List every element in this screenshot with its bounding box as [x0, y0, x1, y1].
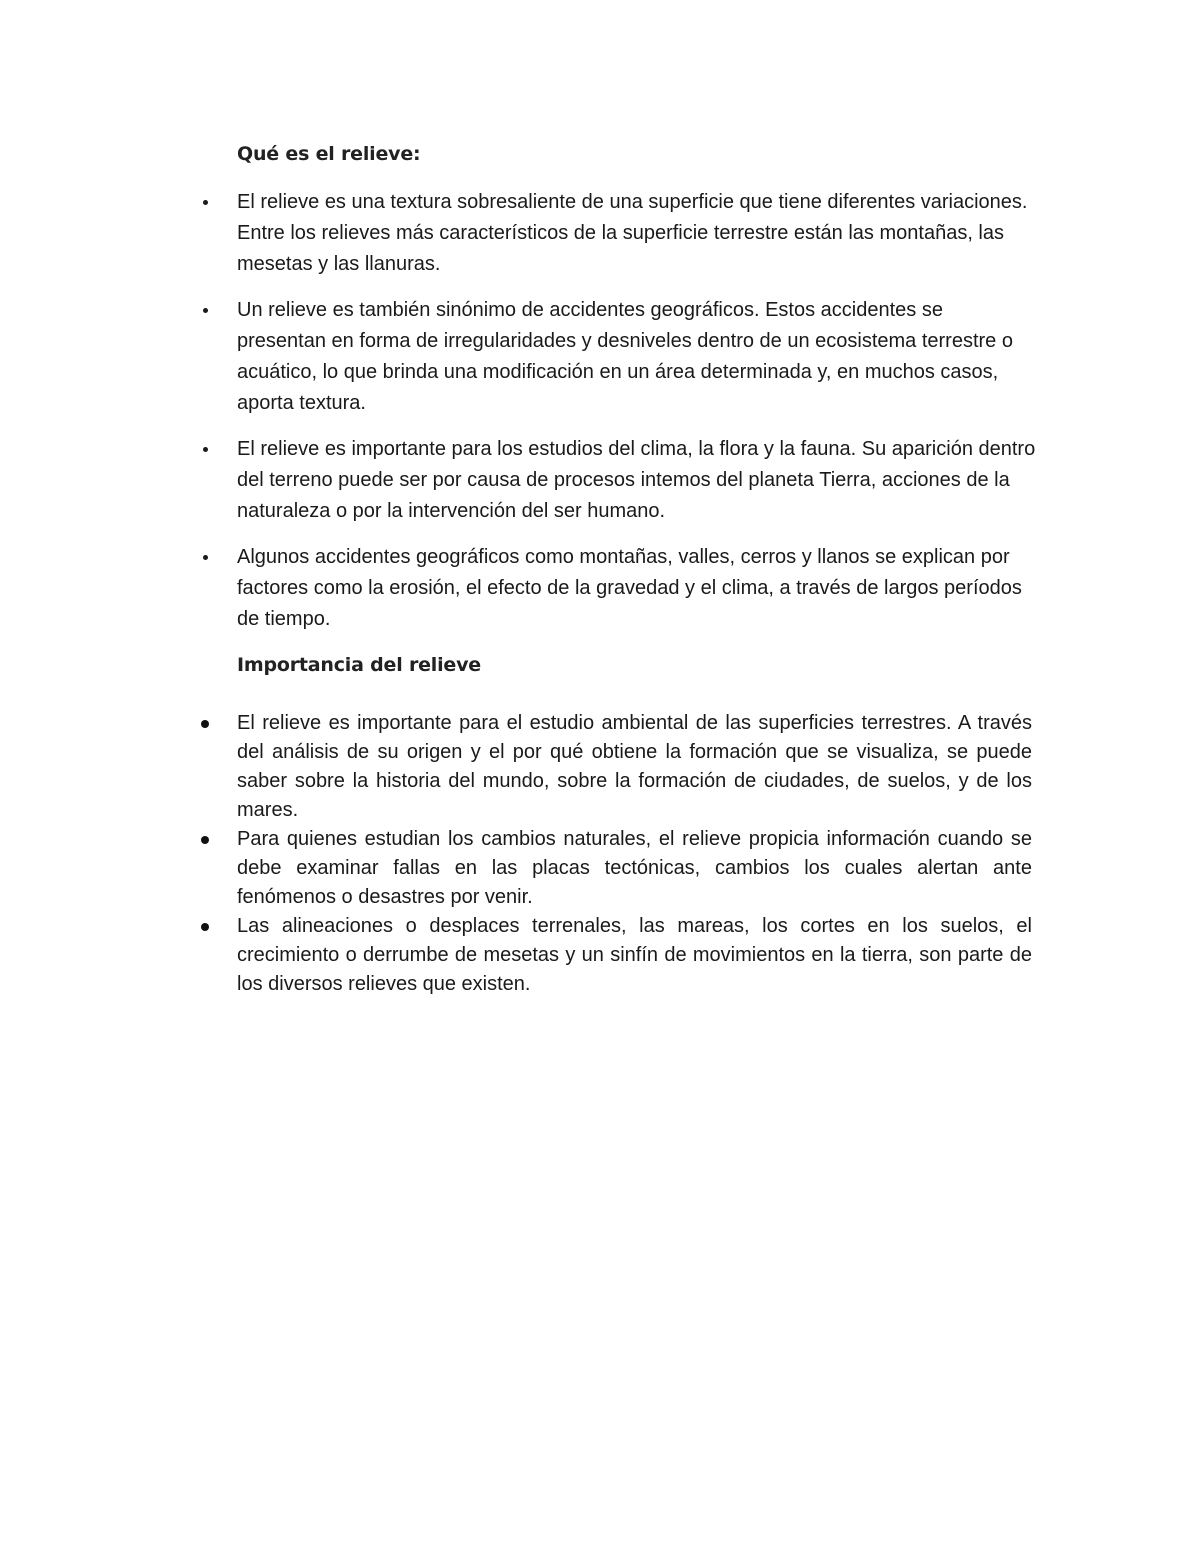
- bullet-icon: [201, 836, 209, 844]
- list-item: [237, 825, 1032, 912]
- bullet-icon: [203, 447, 208, 452]
- bullet-list-definitions: [237, 187, 1037, 650]
- bullet-icon: [203, 200, 208, 205]
- section-title-que-es-el-relieve: Qué es el relieve:: [237, 143, 421, 165]
- bullet-icon: [201, 720, 209, 728]
- bullet-list-importance: [237, 709, 1032, 999]
- bullet-icon: [203, 308, 208, 313]
- bullet-icon: [201, 923, 209, 931]
- list-item: [237, 912, 1032, 999]
- section-title-importancia-del-relieve: Importancia del relieve: [237, 654, 481, 676]
- list-item-text: El relieve es importante para los estudios del clima, la flora y la fauna. Su aparición dentro del terreno puede ser por causa de procesos intemos del planeta Tierra, acciones de la naturaleza o por la intervención del ser humano.: [237, 438, 1036, 522]
- list-item: [237, 434, 1037, 527]
- list-item: [237, 187, 1037, 280]
- list-item-text: El relieve es una textura sobresaliente de una superficie que tiene diferentes variaciones. Entre los relieves más característicos de la superficie terrestre están las montañas, las mesetas y las llanuras.: [237, 191, 1028, 275]
- list-item: [237, 295, 1037, 419]
- bullet-icon: [203, 555, 208, 560]
- list-item-text: El relieve es importante para el estudio ambiental de las superficies terrestres. A través del análisis de su origen y el por qué obtiene la formación que se visualiza, se puede saber sobre la historia del mundo, sobre la formación de ciudades, de suelos, y de los mares.: [237, 712, 1032, 821]
- list-item-text: Algunos accidentes geográficos como montañas, valles, cerros y llanos se explican por factores como la erosión, el efecto de la gravedad y el clima, a través de largos períodos de tiempo.: [237, 546, 1022, 630]
- list-item-text: Para quienes estudian los cambios naturales, el relieve propicia información cuando se debe examinar fallas en las placas tectónicas, cambios los cuales alertan ante fenómenos o desastres por venir.: [237, 828, 1032, 908]
- list-item: [237, 542, 1037, 635]
- list-item: [237, 709, 1032, 825]
- list-item-text: Las alineaciones o desplaces terrenales, las mareas, los cortes en los suelos, el crecimiento o derrumbe de mesetas y un sinfín de movimientos en la tierra, son parte de los diversos relieves que existen.: [237, 915, 1032, 995]
- list-item-text: Un relieve es también sinónimo de accidentes geográficos. Estos accidentes se presentan en forma de irregularidades y desniveles dentro de un ecosistema terrestre o acuático, lo que brinda una modificación en un área determinada y, en muchos casos, aporta textura.: [237, 299, 1013, 414]
